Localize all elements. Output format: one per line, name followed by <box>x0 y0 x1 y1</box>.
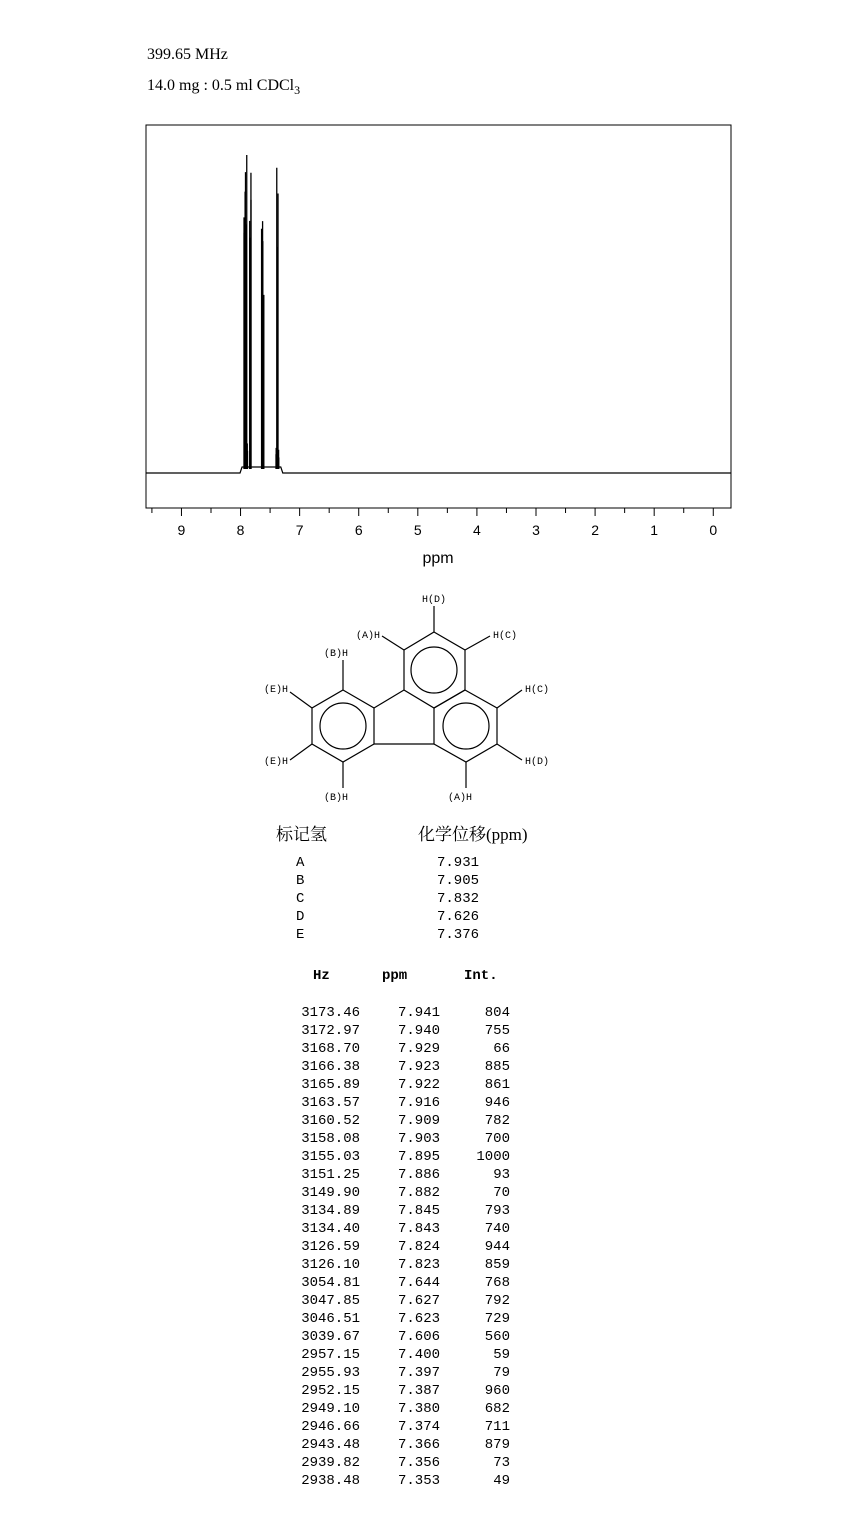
assignment-row <box>296 927 496 945</box>
peak-hz: 2957.15 <box>301 1347 360 1363</box>
peak-ppm: 7.823 <box>397 1257 440 1273</box>
peak-hz: 2949.10 <box>301 1401 360 1417</box>
peak-intensity: 711 <box>484 1419 510 1435</box>
peak-table-row <box>280 1023 520 1041</box>
sample-text: 14.0 mg : 0.5 ml CDCl <box>147 77 295 94</box>
peak-hz: 3151.25 <box>301 1167 360 1183</box>
peak-ppm: 7.353 <box>397 1473 440 1489</box>
peak-hz: 2952.15 <box>301 1383 360 1399</box>
right-ring-aromatic-circle <box>443 703 489 749</box>
peak-ppm: 7.843 <box>397 1221 440 1237</box>
peak-table-row <box>280 1419 520 1437</box>
peak-hz: 2939.82 <box>301 1455 360 1471</box>
peak-intensity: 946 <box>484 1095 510 1111</box>
assignment-label: A <box>296 855 305 871</box>
peak-intensity: 885 <box>484 1059 510 1075</box>
peak-table-int-header: Int. <box>464 968 498 984</box>
x-tick-label: 9 <box>177 522 186 538</box>
bond-h-c-top <box>465 636 490 650</box>
x-axis-label: ppm <box>422 550 454 567</box>
peak-ppm: 7.909 <box>397 1113 440 1129</box>
peak-intensity: 768 <box>484 1275 510 1291</box>
peak-hz: 2955.93 <box>301 1365 360 1381</box>
peak-hz: 3155.03 <box>301 1149 360 1165</box>
peak-table-row <box>280 1167 520 1185</box>
peak-hz: 3173.46 <box>301 1005 360 1021</box>
assignment-label-header: 标记氢 <box>276 825 327 844</box>
assignment-shift: 7.626 <box>437 909 480 925</box>
peak-intensity: 73 <box>493 1455 510 1471</box>
peak-ppm: 7.380 <box>397 1401 440 1417</box>
peak-hz: 3134.89 <box>301 1203 360 1219</box>
peak-ppm: 7.644 <box>397 1275 440 1291</box>
peak-ppm: 7.824 <box>397 1239 440 1255</box>
peak-intensity: 560 <box>484 1329 510 1345</box>
assignment-shift: 7.376 <box>437 927 480 943</box>
peak-intensity: 49 <box>493 1473 510 1489</box>
top-ring <box>404 632 465 708</box>
peak-intensity: 682 <box>484 1401 510 1417</box>
peak-table-row <box>280 1059 520 1077</box>
assignment-label: C <box>296 891 305 907</box>
spectrometer-frequency: 399.65 MHz <box>147 46 228 63</box>
peak-intensity: 879 <box>484 1437 510 1453</box>
assignment-row <box>296 873 496 891</box>
peak-intensity: 859 <box>484 1257 510 1273</box>
peak-ppm: 7.929 <box>397 1041 440 1057</box>
peak-ppm: 7.923 <box>397 1059 440 1075</box>
peak-intensity: 93 <box>493 1167 510 1183</box>
peak-hz: 2938.48 <box>301 1473 360 1489</box>
peak-table-row <box>280 1347 520 1365</box>
label-h-c-right: H(C) <box>525 685 550 696</box>
peak-intensity: 782 <box>484 1113 510 1129</box>
peak-ppm: 7.903 <box>397 1131 440 1147</box>
peak-ppm: 7.387 <box>397 1383 440 1399</box>
label-h-e-bottom: (E)H <box>263 757 288 768</box>
peak-ppm: 7.397 <box>397 1365 440 1381</box>
peak-table-row <box>280 1149 520 1167</box>
peak-table-row <box>280 1239 520 1257</box>
peak-hz: 3039.67 <box>301 1329 360 1345</box>
peak-table-row <box>280 1275 520 1293</box>
peak-hz: 3126.59 <box>301 1239 360 1255</box>
proton-labels <box>264 594 549 804</box>
x-tick-label: 1 <box>650 522 659 538</box>
peak-intensity: 729 <box>484 1311 510 1327</box>
peak-table-row <box>280 1329 520 1347</box>
peak-hz: 3134.40 <box>301 1221 360 1237</box>
x-tick-label: 8 <box>236 522 245 538</box>
peak-hz: 3166.38 <box>301 1059 360 1075</box>
peak-table-row <box>280 1113 520 1131</box>
bond-h-c-right <box>497 690 522 708</box>
peak-ppm: 7.374 <box>397 1419 440 1435</box>
peak-intensity: 792 <box>484 1293 510 1309</box>
label-h-a-bottom: (A)H <box>447 793 472 804</box>
x-tick-label: 4 <box>473 522 481 538</box>
peak-table-row <box>280 1185 520 1203</box>
x-tick-label: 2 <box>591 522 599 538</box>
peak-table-row <box>280 1077 520 1095</box>
peak-ppm: 7.886 <box>397 1167 440 1183</box>
label-h-b-bottom: (B)H <box>323 793 348 804</box>
peak-hz: 2943.48 <box>301 1437 360 1453</box>
peak-ppm: 7.916 <box>397 1095 440 1111</box>
peak-table-row <box>280 1221 520 1239</box>
peak-table-row <box>280 1203 520 1221</box>
x-tick-label: 6 <box>354 522 363 538</box>
peak-table-row <box>280 1041 520 1059</box>
assignment-label: B <box>296 873 305 889</box>
peak-intensity: 804 <box>484 1005 510 1021</box>
assignment-shift: 7.832 <box>437 891 480 907</box>
peak-table-hz-header: Hz <box>313 968 330 984</box>
label-h-c-top: H(C) <box>493 631 518 642</box>
peak-table-row <box>280 1311 520 1329</box>
peak-table-row <box>280 1383 520 1401</box>
assignment-shift: 7.905 <box>437 873 480 889</box>
bond-h-a-top <box>382 636 404 650</box>
peak-ppm: 7.940 <box>397 1023 440 1039</box>
peak-table-row <box>280 1005 520 1023</box>
peak-table-row <box>280 1257 520 1275</box>
assignment-row <box>296 891 496 909</box>
peak-intensity: 740 <box>484 1221 510 1237</box>
x-tick-label: 3 <box>532 522 540 538</box>
peak-ppm: 7.627 <box>397 1293 440 1309</box>
assignment-shift-header: 化学位移(ppm) <box>418 825 528 844</box>
x-tick-label: 7 <box>295 522 304 538</box>
ring-bonds <box>290 606 522 788</box>
x-tick-label: 5 <box>413 522 422 538</box>
peak-intensity: 1000 <box>476 1149 510 1165</box>
peak-table-row <box>280 1473 520 1491</box>
peak-intensity: 793 <box>484 1203 510 1219</box>
x-tick-label: 0 <box>709 522 718 538</box>
peak-hz: 3149.90 <box>301 1185 360 1201</box>
peak-table-row <box>280 1455 520 1473</box>
peak-hz: 3126.10 <box>301 1257 360 1273</box>
peak-ppm: 7.356 <box>397 1455 440 1471</box>
left-ring <box>312 690 374 762</box>
peak-intensity: 70 <box>493 1185 510 1201</box>
peak-ppm: 7.845 <box>397 1203 440 1219</box>
assignment-row <box>296 909 496 927</box>
peak-table-row <box>280 1095 520 1113</box>
peak-ppm: 7.882 <box>397 1185 440 1201</box>
peak-hz: 3158.08 <box>301 1131 360 1147</box>
peak-table-row <box>280 1437 520 1455</box>
peak-intensity: 700 <box>484 1131 510 1147</box>
peak-hz: 3172.97 <box>301 1023 360 1039</box>
bond-5ring-top <box>374 690 404 708</box>
peak-hz: 3047.85 <box>301 1293 360 1309</box>
bond-h-d-right <box>497 744 522 760</box>
peak-ppm: 7.623 <box>397 1311 440 1327</box>
peak-intensity: 861 <box>484 1077 510 1093</box>
peak-ppm: 7.941 <box>397 1005 440 1021</box>
peak-table-row <box>280 1131 520 1149</box>
label-h-d-top: H(D) <box>421 595 447 606</box>
peak-hz: 2946.66 <box>301 1419 360 1435</box>
peak-intensity: 944 <box>484 1239 510 1255</box>
label-h-e-top: (E)H <box>263 685 288 696</box>
peak-hz: 3160.52 <box>301 1113 360 1129</box>
peak-ppm: 7.606 <box>397 1329 440 1345</box>
bond-h-e-top <box>290 692 312 708</box>
sample-subscript: 3 <box>294 83 301 98</box>
peak-intensity: 79 <box>493 1365 510 1381</box>
peak-intensity: 755 <box>484 1023 510 1039</box>
label-h-a-top: (A)H <box>355 631 380 642</box>
peak-ppm: 7.400 <box>397 1347 440 1363</box>
assignment-label: D <box>296 909 305 925</box>
peak-hz: 3168.70 <box>301 1041 360 1057</box>
bond-h-e-bottom <box>290 744 312 760</box>
peak-hz: 3046.51 <box>301 1311 360 1327</box>
top-ring-aromatic-circle <box>411 647 457 693</box>
peak-ppm: 7.922 <box>397 1077 440 1093</box>
peak-hz: 3163.57 <box>301 1095 360 1111</box>
peak-hz: 3165.89 <box>301 1077 360 1093</box>
peak-intensity: 59 <box>493 1347 510 1363</box>
peak-table-row <box>280 1401 520 1419</box>
assignment-row <box>296 855 496 873</box>
assignment-shift: 7.931 <box>437 855 480 871</box>
left-ring-aromatic-circle <box>320 703 366 749</box>
peak-intensity: 960 <box>484 1383 510 1399</box>
peak-intensity: 66 <box>493 1041 510 1057</box>
label-h-d-right: H(D) <box>525 757 550 768</box>
assignment-label: E <box>296 927 305 943</box>
peak-hz: 3054.81 <box>301 1275 360 1291</box>
peak-table-ppm-header: ppm <box>382 968 408 984</box>
peak-ppm: 7.366 <box>397 1437 440 1453</box>
peak-table-row <box>280 1293 520 1311</box>
peak-table-row <box>280 1365 520 1383</box>
peak-ppm: 7.895 <box>397 1149 440 1165</box>
label-h-b-top: (B)H <box>323 649 348 660</box>
